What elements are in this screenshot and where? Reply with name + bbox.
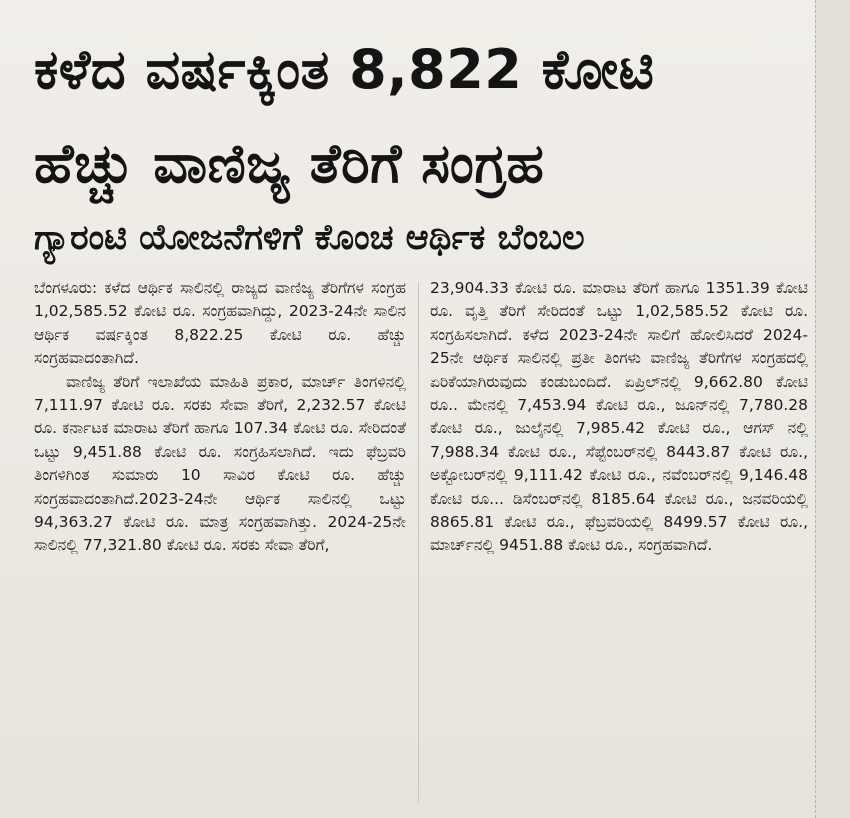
article-column-left	[34, 277, 406, 558]
left-paragraph-2: ವಾಣಿಜ್ಯ ತೆರಿಗೆ ಇಲಾಖೆಯ ಮಾಹಿತಿ ಪ್ರಕಾರ, ಮಾರ್ಚ್ ತಿಂಗಳಿನಲ್ಲಿ 7,111.97 ಕೋಟಿ ರೂ. ಸರಕು ಸೇವಾ ತೆರಿಗೆ, 2,232.57 ಕೋಟಿ ರೂ. ಕರ್ನಾಟಕ ಮಾರಾಟ ತೆರಿಗೆ ಹಾಗೂ 107.34 ಕೋಟಿ ರೂ. ಸೇರಿದಂತೆ ಒಟ್ಟು 9,451.88 ಕೋಟಿ ರೂ. ಸಂಗ್ರಹಿಸಲಾಗಿದೆ. ಇದು ಫೆಬ್ರವರಿ ತಿಂಗಳಿಗಿಂತ ಸುಮಾರು 10 ಸಾವಿರ ಕೋಟಿ ರೂ. ಹೆಚ್ಚು ಸಂಗ್ರಹವಾದಂತಾಗಿದೆ.2023-24ನೇ ಆರ್ಥಿಕ ಸಾಲಿನಲ್ಲಿ ಒಟ್ಟು 94,363.27 ಕೋಟಿ ರೂ. ಮಾತ್ರ ಸಂಗ್ರಹವಾಗಿತ್ತು. 2024-25ನೇ ಸಾಲಿನಲ್ಲಿ 77,321.80 ಕೋಟಿ ರೂ. ಸರಕು ಸೇವಾ ತೆರಿಗೆ,	[34, 372, 406, 555]
left-paragraph-1: ಬೆಂಗಳೂರು: ಕಳೆದ ಆರ್ಥಿಕ ಸಾಲಿನಲ್ಲಿ ರಾಜ್ಯದ ವಾಣಿಜ್ಯ ತೆರಿಗೆಗಳ ಸಂಗ್ರಹ 1,02,585.52 ಕೋಟಿ ರೂ. ಸಂಗ್ರಹವಾಗಿದ್ದು, 2023-24ನೇ ಸಾಲಿನ ಆರ್ಥಿಕ ವರ್ಷಕ್ಕಿಂತ 8,822.25 ಕೋಟಿ ರೂ. ಹೆಚ್ಚು ಸಂಗ್ರಹವಾದಂತಾಗಿದೆ.	[34, 279, 406, 368]
column-divider	[418, 282, 419, 802]
adjacent-column-edge	[815, 0, 850, 818]
headline-line-1: ಕಳೆದ ವರ್ಷಕ್ಕಿಂತ 8,822 ಕೋಟಿ	[34, 38, 655, 101]
article-column-right	[430, 277, 808, 558]
headline-line-2: ಹೆಚ್ಚು ವಾಣಿಜ್ಯ ತೆರಿಗೆ ಸಂಗ್ರಹ	[34, 132, 545, 195]
right-paragraph-1: 23,904.33 ಕೋಟಿ ರೂ. ಮಾರಾಟ ತೆರಿಗೆ ಹಾಗೂ 1351.39 ಕೋಟಿ ರೂ. ವೃತ್ತಿ ತೆರಿಗೆ ಸೇರಿದಂತೆ ಒಟ್ಟು 1,02,585.52 ಕೋಟಿ ರೂ. ಸಂಗ್ರಹಿಸಲಾಗಿದೆ. ಕಳೆದ 2023-24ನೇ ಸಾಲಿಗೆ ಹೋಲಿಸಿದರೆ 2024-25ನೇ ಆರ್ಥಿಕ ಸಾಲಿನಲ್ಲಿ ಪ್ರತೀ ತಿಂಗಳು ವಾಣಿಜ್ಯ ತೆರಿಗೆಗಳ ಸಂಗ್ರಹದಲ್ಲಿ ಏರಿಕೆಯಾಗಿರುವುದು ಕಂಡುಬಂದಿದೆ. ಏಪ್ರಿಲ್‌ನಲ್ಲಿ 9,662.80 ಕೋಟಿ ರೂ.. ಮೇನಲ್ಲಿ 7,453.94 ಕೋಟಿ ರೂ., ಜೂನ್‌ನಲ್ಲಿ 7,780.28 ಕೋಟಿ ರೂ., ಜುಲೈನಲ್ಲಿ 7,985.42 ಕೋಟಿ ರೂ., ಆಗಸ್ ನಲ್ಲಿ 7,988.34 ಕೋಟಿ ರೂ., ಸೆಪ್ಟೆಂಬರ್‌ನಲ್ಲಿ 8443.87 ಕೋಟಿ ರೂ., ಅಕ್ಟೋಬರ್‌ನಲ್ಲಿ 9,111.42 ಕೋಟಿ ರೂ., ನವೆಂಬರ್‌ನಲ್ಲಿ 9,146.48 ಕೋಟಿ ರೂ... ಡಿಸೆಂಬರ್‌ನಲ್ಲಿ 8185.64 ಕೋಟಿ ರೂ., ಜನವರಿಯಲ್ಲಿ 8865.81 ಕೋಟಿ ರೂ., ಫೆಬ್ರವರಿಯಲ್ಲಿ 8499.57 ಕೋಟಿ ರೂ., ಮಾರ್ಚ್‌ನಲ್ಲಿ 9451.88 ಕೋಟಿ ರೂ., ಸಂಗ್ರಹವಾಗಿದೆ.	[430, 279, 808, 555]
subheadline: ಗ್ಯಾರಂಟಿ ಯೋಜನೆಗಳಿಗೆ ಕೊಂಚ ಆರ್ಥಿಕ ಬೆಂಬಲ	[34, 218, 585, 258]
